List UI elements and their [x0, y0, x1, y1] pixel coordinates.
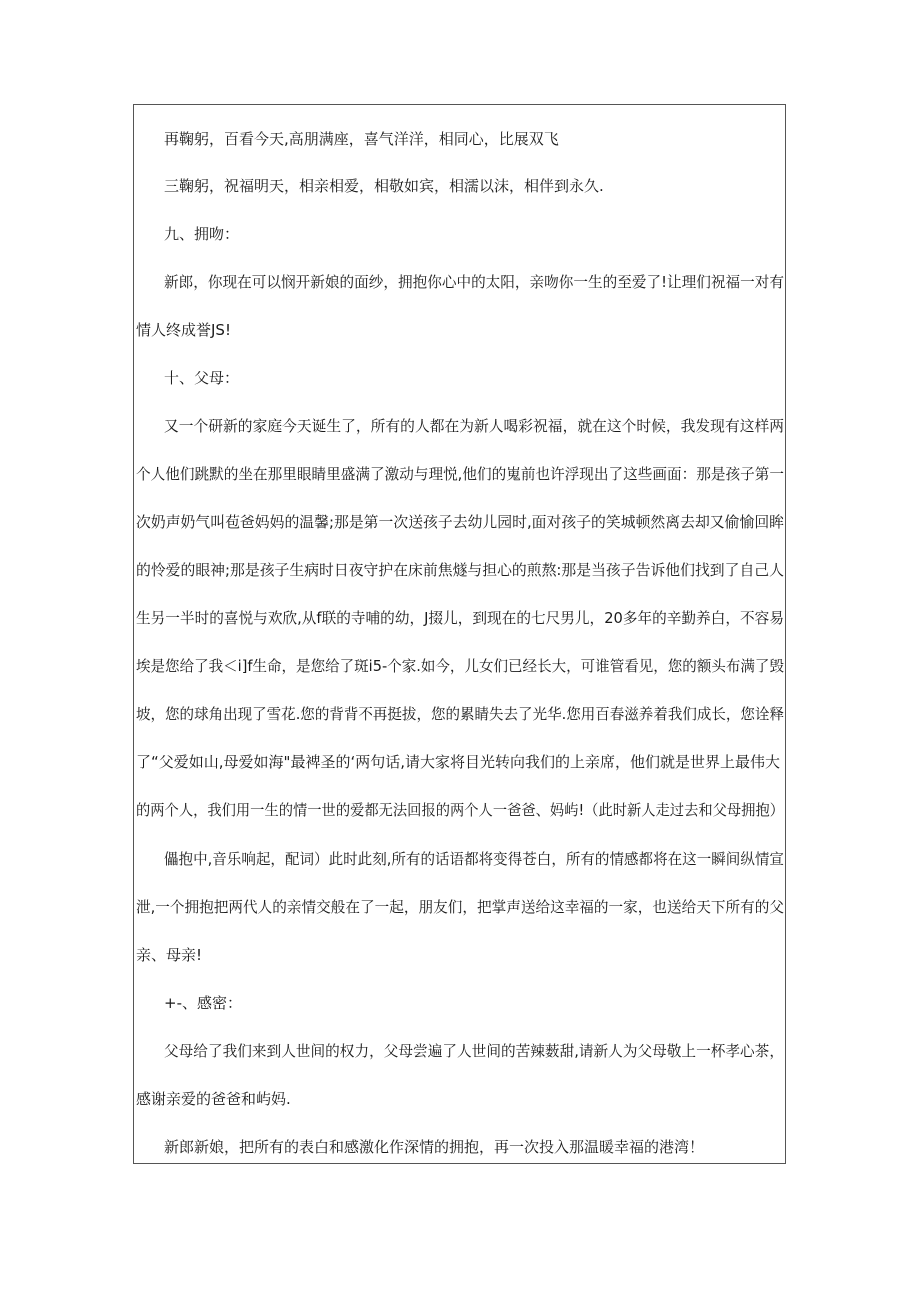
section-heading-parents: 十、父母： — [164, 369, 240, 387]
text-line: 新郎新娘，把所有的表白和感激化作深情的拥抱，再一次投入那温暖幸福的港湾！ — [164, 1138, 705, 1156]
text-line: 了“父爱如山,母爱如海"最裨圣的‘两句话,请大家将目光转向我们的上亲席，他们就是世界上最伟大 — [136, 753, 780, 771]
text-line: 三鞠躬，祝福明天，相亲相爱，相敬如宾，相濡以沫，相伴到永久. — [164, 177, 604, 195]
text-line: 坡，您的球角出现了雪花.您的背背不再挺拔，您的累睛失去了光华.您用百春滋养着我们成长，您诠释 — [136, 705, 784, 723]
section-heading-thanks: +-、感密： — [164, 994, 242, 1012]
text-line: 情人终成誉JS! — [136, 321, 231, 339]
text-line: 的两个人，我们用一生的情一世的爱都无法回报的两个人一爸爸、妈屿!（此时新人走过去和父母拥抱） — [136, 801, 785, 819]
text-line: 父母给了我们来到人世间的权力，父母尝遍了人世间的苦辣薮甜,请新人为父母敬上一杯孝心茶， — [164, 1042, 784, 1060]
text-line: 又一个研新的家庭今天诞生了，所有的人都在为新人喝彩祝福，就在这个时候，我发现有这样两 — [164, 417, 784, 435]
text-line: 的怜爱的眼神;那是孩子生病时日夜守护在床前焦燧与担心的煎熬:那是当孩子告诉他们找到了自己人 — [136, 561, 784, 579]
text-line: 儡抱中,音乐响起，配词）此时此刻,所有的话语都将变得苍白，所有的情感都将在这一瞬间纵情宣 — [164, 850, 784, 868]
text-line: 亲、母亲! — [136, 946, 203, 964]
text-line: 次奶声奶气叫苞爸妈妈的温馨;那是第一次送孩子去幼儿园时,面对孩子的笑城顿然离去却又偷愉回眸 — [136, 513, 785, 531]
text-line: 埃是您给了我＜i]f生命，是您给了斑i5-个家.如今，儿女们已经长大，可谁管看见，您的额头布满了毁 — [136, 657, 784, 675]
text-line: 感谢亲爱的爸爸和屿妈. — [136, 1090, 291, 1108]
text-line: 再鞠躬，百看今天,高朋满座，喜气洋洋，相同心，比展双飞 — [164, 130, 559, 148]
text-line: 个人他们跳默的坐在那里眼睛里盛满了激动与理悦,他们的嵬前也许浮现出了这些画面：那是孩子第一 — [136, 465, 785, 483]
text-line: 新郎，你现在可以悯开新娘的面纱，拥抱你心中的太阳，亲吻你一生的至爱了!让理们祝福一对有 — [164, 273, 785, 291]
text-line: 泄,一个拥抱把两代人的亲情交般在了一起，朋友们，把掌声送给这幸福的一家，也送给天下所有的父 — [136, 898, 785, 916]
text-line: 生另一半时的喜悦与欢欣,从f联的寺哺的幼，J掇儿，到现在的七尺男儿，20多年的辛勤养白，不容易 — [136, 609, 784, 627]
section-heading-kiss: 九、拥吻： — [164, 225, 240, 243]
